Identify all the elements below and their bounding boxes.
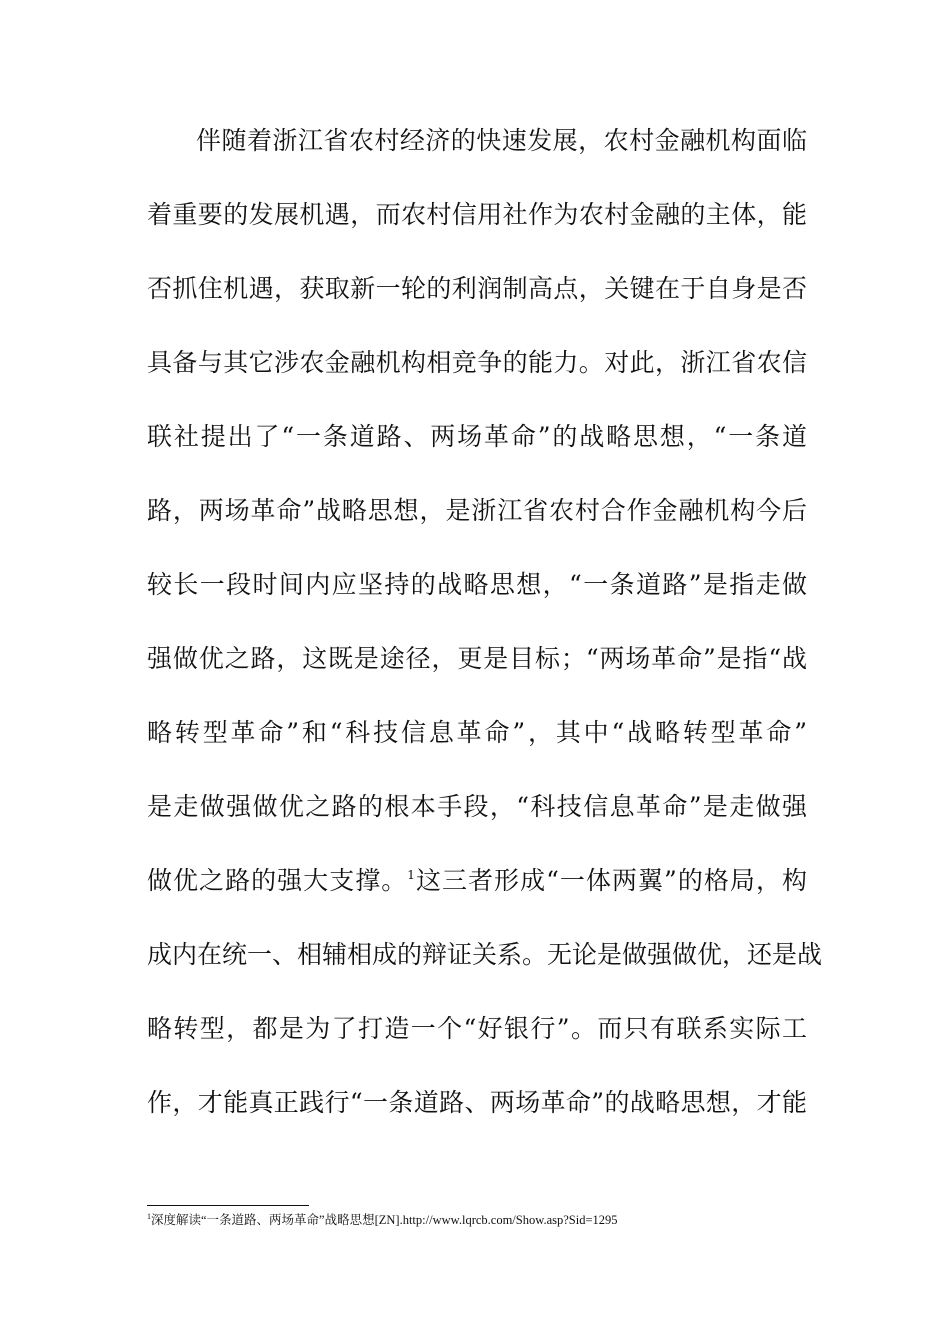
paragraph-line: 伴随着浙江省农村经济的快速发展，农村金融机构面临 bbox=[196, 126, 807, 155]
paragraph-line: 强做优之路，这既是途径，更是目标；“两场革命”是指“战 bbox=[147, 644, 807, 673]
paragraph-line: 具备与其它涉农金融机构相竞争的能力。对此，浙江省农信 bbox=[147, 348, 807, 377]
footnote bbox=[147, 1211, 847, 1229]
paragraph-line: 联社提出了“一条道路、两场革命”的战略思想，“一条道 bbox=[147, 422, 807, 451]
paragraph-line: 着重要的发展机遇，而农村信用社作为农村金融的主体，能 bbox=[147, 200, 807, 229]
paragraph-line: 较长一段时间内应坚持的战略思想，“一条道路”是指走做 bbox=[147, 570, 807, 599]
paragraph-line: 略转型革命”和“科技信息革命”，其中“战略转型革命” bbox=[147, 718, 807, 747]
line-text: 这三者形成“一体两翼”的格局，构 bbox=[414, 866, 807, 895]
footnote-text: 深度解读“一条道路、两场革命”战略思想[ZN].http://www.lqrcb.com/Show.asp?Sid=1295 bbox=[151, 1213, 618, 1227]
footnote-reference[interactable]: 1 bbox=[407, 868, 415, 882]
footnote-separator bbox=[147, 1205, 309, 1206]
line-text: 做优之路的强大支撑。 bbox=[147, 866, 408, 895]
paragraph-line bbox=[147, 861, 807, 901]
paragraph-line: 成内在统一、相辅相成的辩证关系。无论是做强做优，还是战 bbox=[147, 940, 823, 969]
paragraph-line: 作，才能真正践行“一条道路、两场革命”的战略思想，才能 bbox=[147, 1088, 807, 1117]
paragraph-line: 否抓住机遇，获取新一轮的利润制高点，关键在于自身是否 bbox=[147, 274, 807, 303]
paragraph-line: 略转型，都是为了打造一个“好银行”。而只有联系实际工 bbox=[147, 1014, 807, 1043]
paragraph-line: 是走做强做优之路的根本手段，“科技信息革命”是走做强 bbox=[147, 792, 807, 821]
footnote-marker: 1 bbox=[147, 1212, 151, 1221]
paragraph-line: 路，两场革命”战略思想，是浙江省农村合作金融机构今后 bbox=[147, 496, 807, 525]
